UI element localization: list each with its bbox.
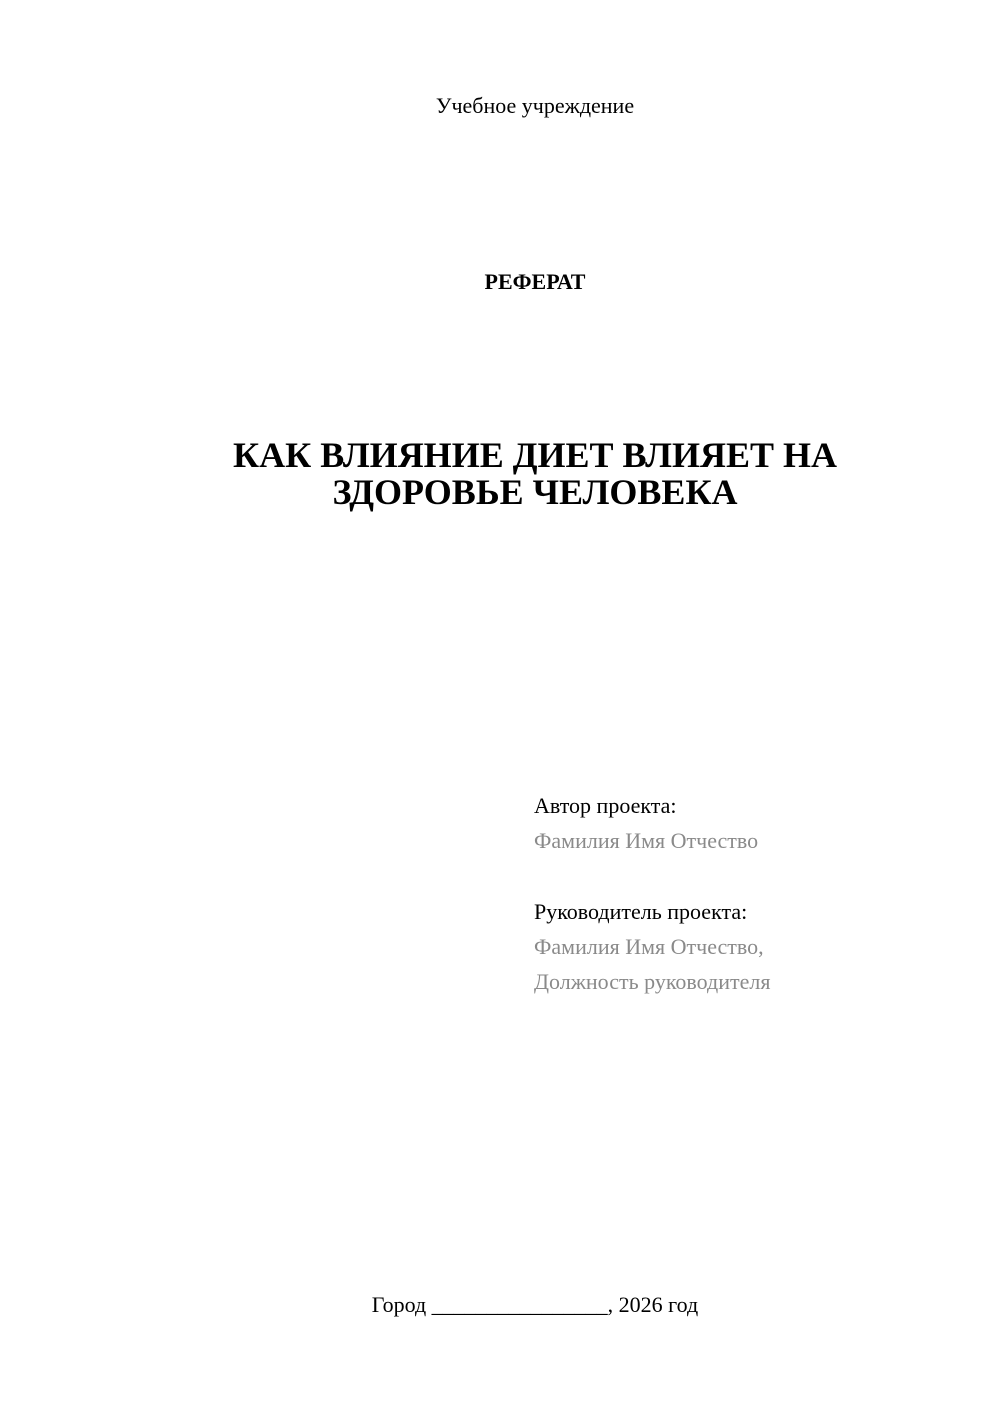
supervisor-name: Фамилия Имя Отчество, [534, 934, 764, 959]
info-spacer [534, 858, 974, 894]
supervisor-label: Руководитель проекта: [534, 899, 748, 924]
author-label: Автор проекта: [534, 793, 677, 818]
report-title-line-2: ЗДОРОВЬЕ ЧЕЛОВЕКА [332, 472, 738, 512]
document-type: РЕФЕРАТ [484, 269, 586, 294]
supervisor-position: Должность руководителя [534, 969, 771, 994]
institution-name: Учебное учреждение [435, 93, 635, 118]
city-year-line: Город ________________, 2026 год [371, 1292, 699, 1317]
project-info [534, 788, 974, 999]
report-title-line-1: КАК ВЛИЯНИЕ ДИЕТ ВЛИЯЕТ НА [233, 435, 837, 475]
author-name: Фамилия Имя Отчество [534, 828, 759, 853]
report-title [0, 437, 1000, 511]
